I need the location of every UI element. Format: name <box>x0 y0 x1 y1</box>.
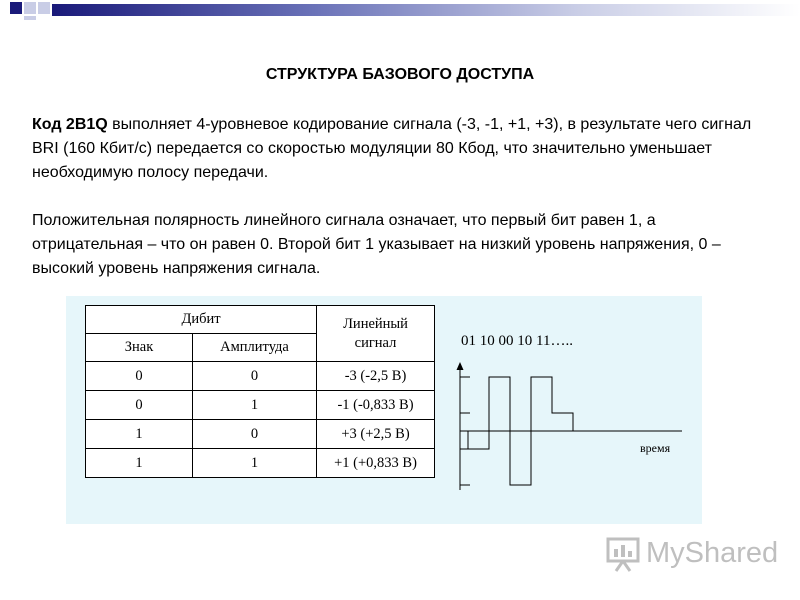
table-row <box>86 362 435 391</box>
time-axis-label: время <box>640 441 671 455</box>
cell-sign: 0 <box>86 391 193 420</box>
logo-text: MyShared <box>646 537 779 569</box>
cell-signal: +1 (+0,833 В) <box>317 449 435 478</box>
cell-signal: -3 (-2,5 В) <box>317 362 435 391</box>
decor-gradient-strip <box>52 4 800 16</box>
cell-sign: 0 <box>86 362 193 391</box>
header-amplitude: Амплитуда <box>193 334 317 362</box>
cell-sign: 1 <box>86 420 193 449</box>
dibit-table <box>85 305 435 478</box>
bit-sequence-label: 01 10 00 10 11….. <box>461 333 573 349</box>
header-sign: Знак <box>86 334 193 362</box>
coding-figure <box>66 296 702 524</box>
decor-square-light <box>38 2 50 14</box>
waveform-y-axis-arrow <box>457 362 464 370</box>
header-line-signal-text: Линейный сигнал <box>343 315 408 351</box>
presentation-board-icon <box>604 533 644 573</box>
paragraph-2b1q <box>32 113 752 185</box>
paragraph-2b1q-bold: Код 2B1Q <box>32 116 108 133</box>
waveform-diagram <box>446 356 686 496</box>
table-row <box>86 420 435 449</box>
myshared-logo <box>604 533 779 575</box>
paragraph-2b1q-text: выполняет 4-уровневое кодирование сигнала (-3, -1, +1, +3), в результате чего сигнал BRI (160 Кбит/с) передается со скоростью модуляции 80 Кбод, что значительно уменьшает необходимую полосу передачи. <box>32 116 752 181</box>
decor-square-light <box>24 2 36 14</box>
table-row <box>86 449 435 478</box>
table-row <box>86 391 435 420</box>
cell-amplitude: 0 <box>193 362 317 391</box>
header-line-signal <box>317 306 435 362</box>
paragraph-polarity: Положительная полярность линейного сигнала означает, что первый бит равен 1, а отрицательная – что он равен 0. Второй бит 1 указывает на низкий уровень напряжения, 0 – высокий уровень напряжения сигнала. <box>32 212 721 277</box>
cell-amplitude: 0 <box>193 420 317 449</box>
cell-signal: -1 (-0,833 В) <box>317 391 435 420</box>
cell-amplitude: 1 <box>193 391 317 420</box>
slide-title: СТРУКТУРА БАЗОВОГО ДОСТУПА <box>265 66 535 83</box>
top-decoration-bar <box>0 0 800 20</box>
cell-signal: +3 (+2,5 В) <box>317 420 435 449</box>
decor-square-light <box>24 16 36 20</box>
cell-amplitude: 1 <box>193 449 317 478</box>
cell-sign: 1 <box>86 449 193 478</box>
header-dibit: Дибит <box>86 306 317 334</box>
decor-square-dark <box>10 2 22 14</box>
